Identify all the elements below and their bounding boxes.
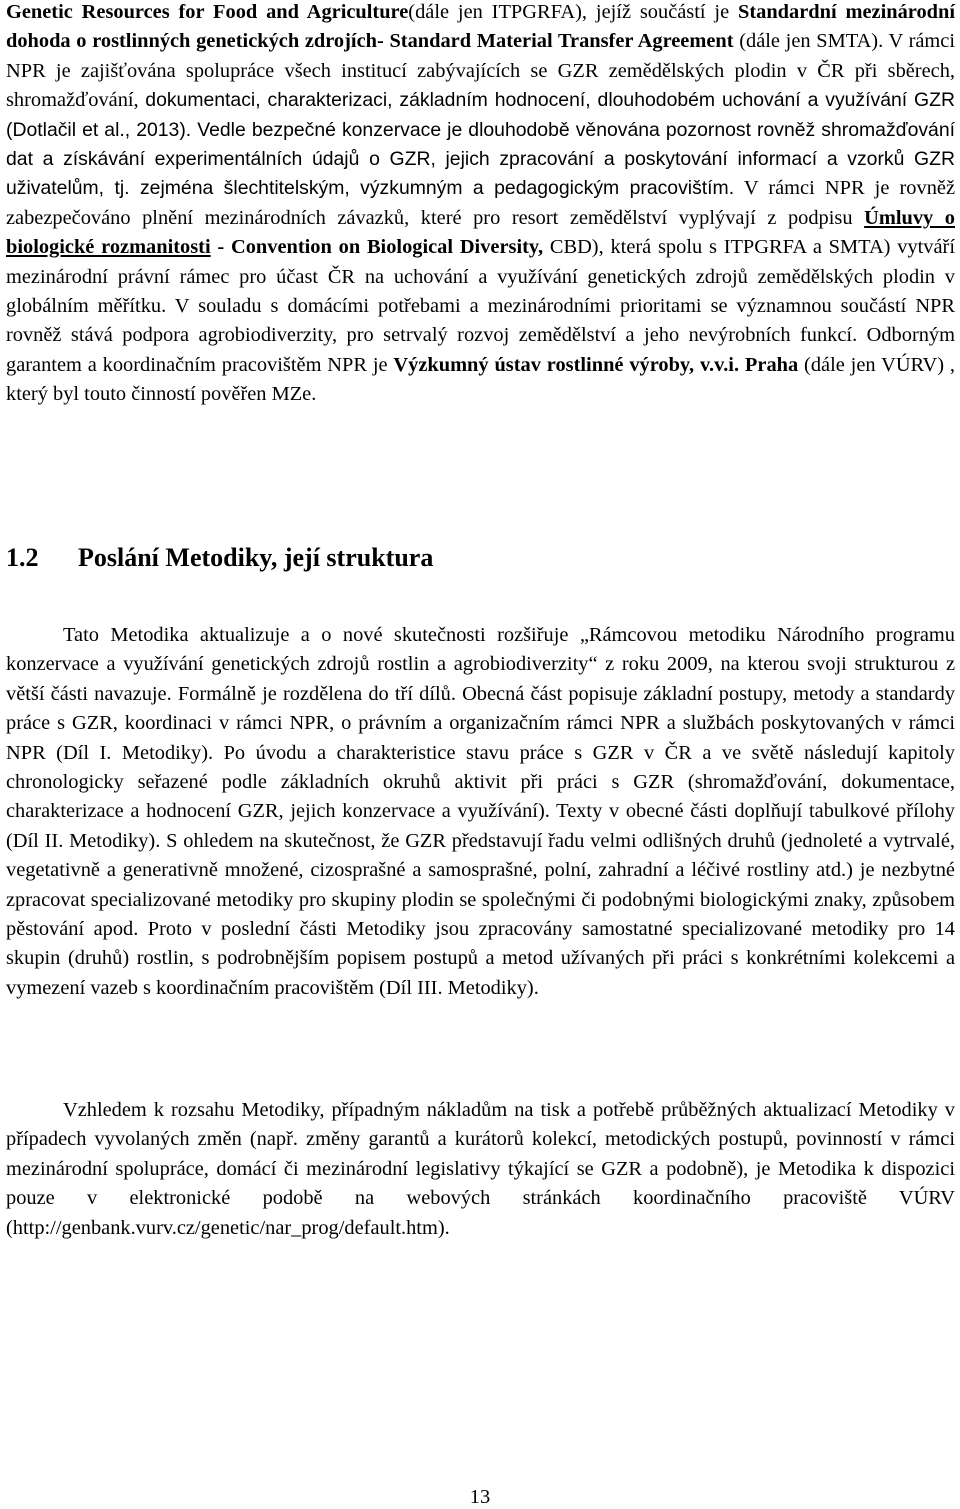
- smta-name-bold: Standardní mezinárodní dohoda o rostlinných genetických zdrojích- Standard Material Transfer Agreement: [6, 1, 955, 53]
- section-title: Poslání Metodiky, její struktura: [78, 543, 434, 572]
- section-heading: [6, 541, 433, 575]
- institute-name-bold: Výzkumný ústav rostlinné výroby, v.v.i. Praha: [393, 353, 799, 376]
- cbd-name-bold-underlined: Úmluvy o biologické rozmanitosti: [6, 206, 955, 259]
- cbd-english-name-bold: - Convention on Biological Diversity,: [210, 236, 544, 259]
- section-number: 1.2: [6, 543, 39, 572]
- paragraph-npr-cooperation: Genetic Resources for Food and Agriculture(dále jen ITPGRFA), jejíž součástí je Standardní mezinárodní dohoda o rostlinných genetických zdrojích- Standard Material Transfer Agreement (dále jen SMTA). V rámci NPR je zajišťována spolupráce všech institucí zabývajících se GZR zemědělských plodin v ČR při sběrech, shromažďování, dokumentaci, charakterizaci, základním hodnocení, dlouhodobém uchování a využívání GZR (Dotlačil et al., 2013). Vedle bezpečné konzervace je dlouhodobě věnována pozornost rovněž shromažďování dat a získávání experimentálních údajů o GZR, jejich zpracování a poskytování informací a vzorků GZR uživatelům, tj. zejména šlechtitelským, výzkumným a pedagogickým pracovištím. V rámci NPR je rovněž zabezpečováno plnění mezinárodních závazků, které pro resort zemědělství vyplývají z podpisu Úmluvy o biologické rozmanitosti - Convention on Biological Diversity, CBD), která spolu s ITPGRFA a SMTA) vytváří mezinárodní právní rámec pro účast ČR na uchování a využívání genetických zdrojů zemědělských plodin v globálním měřítku. V souladu s domácími potřebami a mezinárodními prioritami se významnou součástí NPR rovněž stává podpora agrobiodiverzity, pro setrvalý rozvoj zemědělství a jeho nevýrobních funkcí. Odborným garantem a koordinačním pracovištěm NPR je Výzkumný ústav rostlinné výroby, v.v.i. Praha (dále jen VÚRV) , který byl touto činností pověřen MZe.: [6, 1, 956, 406]
- paragraph-electronic-availability: Vzhledem k rozsahu Metodiky, případným nákladům na tisk a potřebě průběžných aktualizací Metodiky v případech vyvolaných změn (např. změny garantů a kurátorů kolekcí, metodických postupů, povinností v rámci mezinárodní spolupráce, domácí či mezinárodní legislativy týkající se GZR a podobně), je Metodika k dispozici pouze v elektronické podobě na webových stránkách koordinačního pracoviště VÚRV (http://genbank.vurv.cz/genetic/nar_prog/default.htm).: [6, 1099, 955, 1239]
- treaty-name-bold: Genetic Resources for Food and Agriculture: [6, 1, 409, 23]
- paragraph-methodology-structure: Tato Metodika aktualizuje a o nové skutečnosti rozšiřuje „Rámcovou metodiku Národního programu konzervace a využívání genetických zdrojů rostlin a agrobiodiverzity“ z roku 2009, na kterou svoji strukturou z větší části navazuje. Formálně je rozdělena do tří dílů. Obecná část popisuje základní postupy, metody a standardy práce s GZR, koordinaci v rámci NPR, o právním a organizačním rámci NPR a službách poskytovaných v rámci NPR (Díl I. Metodiky). Po úvodu a charakteristice stavu práce s GZR v ČR a ve světě následují kapitoly chronologicky seřazené podle základních okruhů aktivit při práci s GZR (shromažďování, dokumentace, charakterizace a hodnocení GZR, jejich konzervace a využívání). Texty v obecné části doplňují tabulkové přílohy (Díl II. Metodiky). S ohledem na skutečnost, že GZR představují řadu velmi odlišných druhů (jednoleté a vytrvalé, vegetativně a generativně množené, cizosprašné a samosprašné, polní, zahradní a léčivé rostliny atd.) je nezbytné zpracovat specializované metodiky pro skupiny plodin se společnými či podobnými biologickými znaky, způsobem pěstování apod. Proto v poslední části Metodiky jsou zpracovány samostatné specializované metodiky pro 14 skupin (druhů) rostlin, s podrobnějším popisem postupů a metod užívaných při práci s konkrétními kolekcemi a vymezení vazeb s koordinačním pracovištěm (Díl III. Metodiky).: [6, 624, 955, 999]
- page-number: 13: [469, 1486, 491, 1508]
